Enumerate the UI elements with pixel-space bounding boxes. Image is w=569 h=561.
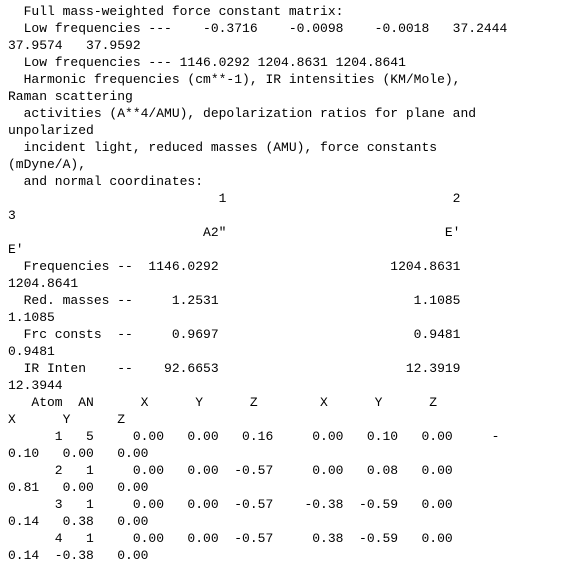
output-line: Atom AN X Y Z X Y Z xyxy=(8,395,438,410)
output-line: Raman scattering xyxy=(8,89,133,104)
output-line: (mDyne/A), xyxy=(8,157,87,172)
output-line: 3 xyxy=(8,208,16,223)
output-line: Harmonic frequencies (cm**-1), IR intensities (KM/Mole), xyxy=(8,72,461,87)
output-line: Frc consts -- 0.9697 0.9481 xyxy=(8,327,461,342)
output-line: 3 1 0.00 0.00 -0.57 -0.38 -0.59 0.00 xyxy=(8,497,453,512)
output-line: 0.9481 xyxy=(8,344,55,359)
output-line: Low frequencies --- 1146.0292 1204.8631 1204.8641 xyxy=(8,55,406,70)
output-line: 1 2 xyxy=(8,191,461,206)
output-line: incident light, reduced masses (AMU), force constants xyxy=(8,140,438,155)
output-line: 2 1 0.00 0.00 -0.57 0.00 0.08 0.00 xyxy=(8,463,453,478)
output-line: 4 1 0.00 0.00 -0.57 0.38 -0.59 0.00 xyxy=(8,531,453,546)
output-line: 1204.8641 xyxy=(8,276,79,291)
output-line: A2" E' xyxy=(8,225,461,240)
output-line: IR Inten -- 92.6653 12.3919 xyxy=(8,361,461,376)
output-line: 1.1085 xyxy=(8,310,55,325)
output-line: E' xyxy=(8,242,24,257)
output-line: 0.81 0.00 0.00 xyxy=(8,480,149,495)
output-line: 37.9574 37.9592 xyxy=(8,38,141,53)
output-line: X Y Z xyxy=(8,412,126,427)
output-line: 1 5 0.00 0.00 0.16 0.00 0.10 0.00 - xyxy=(8,429,500,444)
output-line: 0.14 0.38 0.00 xyxy=(8,514,149,529)
output-line: activities (A**4/AMU), depolarization ratios for plane and xyxy=(8,106,477,121)
output-line: 0.14 -0.38 0.00 xyxy=(8,548,149,561)
output-line: Red. masses -- 1.2531 1.1085 xyxy=(8,293,461,308)
output-line: and normal coordinates: xyxy=(8,174,204,189)
output-line: Full mass-weighted force constant matrix: xyxy=(8,4,344,19)
output-line: Frequencies -- 1146.0292 1204.8631 xyxy=(8,259,461,274)
output-line: unpolarized xyxy=(8,123,94,138)
output-line: 12.3944 xyxy=(8,378,63,393)
output-line: Low frequencies --- -0.3716 -0.0098 -0.0018 37.2444 xyxy=(8,21,508,36)
output-line: 0.10 0.00 0.00 xyxy=(8,446,149,461)
